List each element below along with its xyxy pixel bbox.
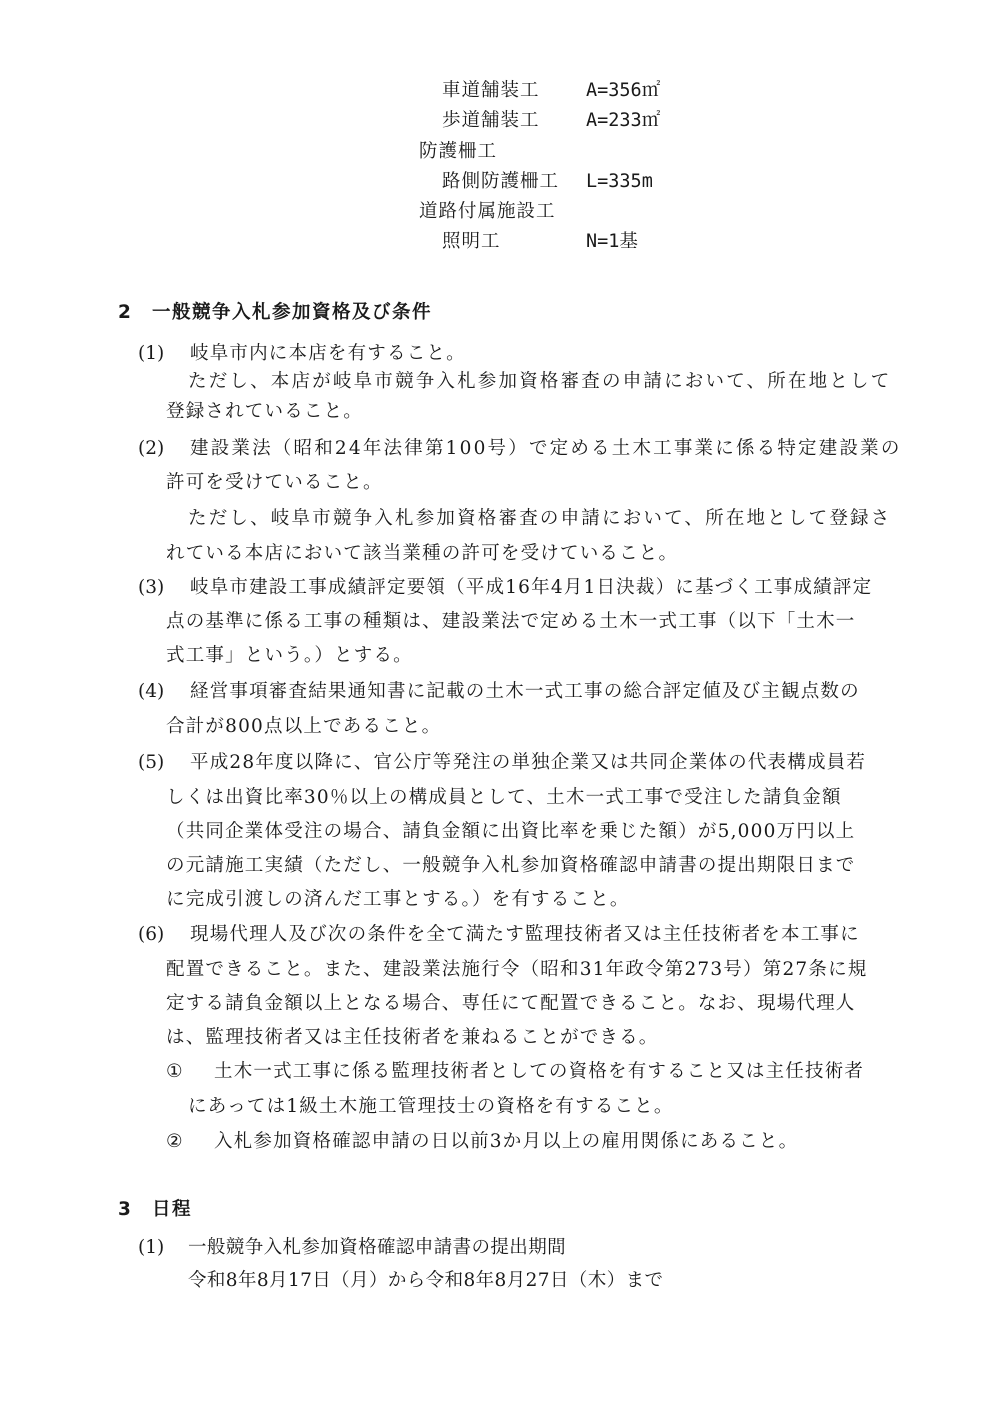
works-value: A=233㎡ <box>586 110 661 131</box>
item-number: (3) <box>138 577 165 598</box>
item-text-line: 経営事項審査結果通知書に記載の土木一式工事の総合評定値及び主観点数の <box>190 681 860 702</box>
subitem-text-line: 土木一式工事に係る監理技術者としての資格を有すること又は主任技術者 <box>214 1061 865 1082</box>
item-text-line: 合計が800点以上であること。 <box>166 716 442 737</box>
item-text-line: 一般競争入札参加資格確認申請書の提出期間 <box>188 1237 567 1258</box>
item-text-line: しくは出資比率30％以上の構成員として、土木一式工事で受注した請負金額 <box>166 787 842 808</box>
item-text-line: 配置できること。また、建設業法施行令（昭和31年政令第273号）第27条に規 <box>166 959 868 980</box>
subitem-number: ② <box>166 1131 183 1152</box>
item-text-line: の元請施工実績（ただし、一般競争入札参加資格確認申請書の提出期限日まで <box>166 855 856 876</box>
works-label: 路側防護柵工 <box>442 171 560 192</box>
item-text-line: 平成28年度以降に、官公庁等発注の単独企業又は共同企業体の代表構成員若 <box>190 752 867 773</box>
works-label: 防護柵工 <box>419 141 498 162</box>
works-label: 道路付属施設工 <box>419 201 556 222</box>
item-text-line: 点の基準に係る工事の種類は、建設業法で定める土木一式工事（以下「土木一 <box>166 611 856 632</box>
item-number: (2) <box>138 438 165 459</box>
item-number: (1) <box>138 1237 165 1258</box>
item-text-line: 許可を受けていること。 <box>166 472 383 493</box>
section-number: 2 <box>118 302 133 323</box>
item-text-line: に完成引渡しの済んだ工事とする。）を有すること。 <box>166 889 630 910</box>
section-title: 日程 <box>152 1199 193 1220</box>
item-text-line: （共同企業体受注の場合、請負金額に出資比率を乗じた額）が5,000万円以上 <box>166 821 856 842</box>
subitem-text-line: にあっては1級土木施工管理技士の資格を有すること。 <box>188 1096 674 1117</box>
item-text-line: ただし、本店が岐阜市競争入札参加資格審査の申請において、所在地として <box>188 371 892 392</box>
subitem-number: ① <box>166 1061 183 1082</box>
works-value: L=335m <box>586 171 653 192</box>
item-text-line: 岐阜市内に本店を有すること。 <box>190 343 466 364</box>
works-label: 照明工 <box>442 231 501 252</box>
subitem-text-line: 入札参加資格確認申請の日以前3か月以上の雇用関係にあること。 <box>214 1131 799 1152</box>
works-label: 車道舗装工 <box>442 80 540 101</box>
item-number: (6) <box>138 924 165 945</box>
works-label: 歩道舗装工 <box>442 110 540 131</box>
item-text-line: れている本店において該当業種の許可を受けていること。 <box>166 543 679 564</box>
item-text-line: ただし、岐阜市競争入札参加資格審査の申請において、所在地として登録さ <box>188 508 892 529</box>
item-text-line: 式工事」という。）とする。 <box>166 645 413 666</box>
item-text-line: 岐阜市建設工事成績評定要領（平成16年4月1日決裁）に基づく工事成績評定 <box>190 577 873 598</box>
item-text-line: 現場代理人及び次の条件を全て満たす監理技術者又は主任技術者を本工事に <box>190 924 860 945</box>
item-text-line: 定する請負金額以上となる場合、専任にて配置できること。なお、現場代理人 <box>166 993 856 1014</box>
item-number: (1) <box>138 343 165 364</box>
item-text-line: 登録されていること。 <box>166 401 364 422</box>
section-number: 3 <box>118 1199 133 1220</box>
item-number: (4) <box>138 681 165 702</box>
item-number: (5) <box>138 752 165 773</box>
item-text-line: 令和8年8月17日（月）から令和8年8月27日（木）まで <box>188 1270 664 1291</box>
works-value: A=356㎡ <box>586 80 661 101</box>
item-text-line: は、監理技術者又は主任技術者を兼ねることができる。 <box>166 1027 659 1048</box>
section-title: 一般競争入札参加資格及び条件 <box>152 302 433 323</box>
works-value: N=1基 <box>586 231 638 252</box>
item-text-line: 建設業法（昭和24年法律第100号）で定める土木工事業に係る特定建設業の <box>190 438 902 459</box>
